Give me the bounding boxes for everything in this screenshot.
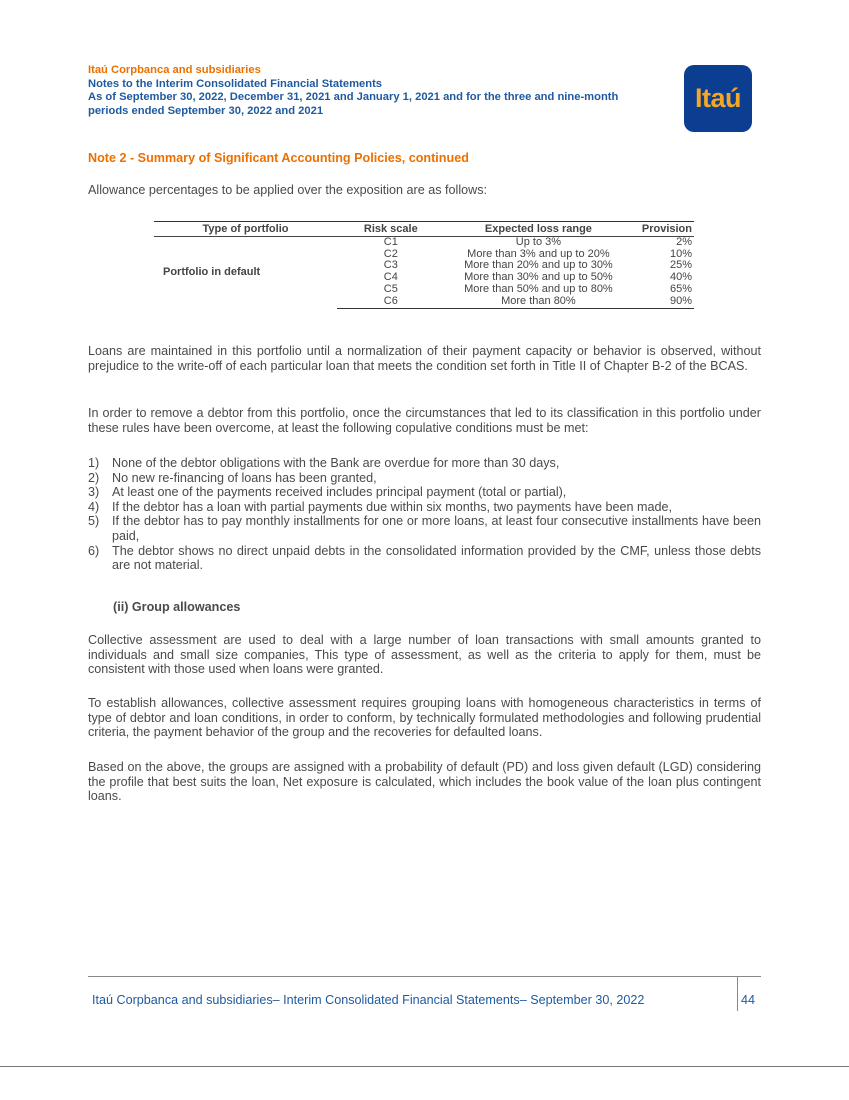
list-text: If the debtor has a loan with partial payments due within six months, two payments have been made, <box>112 499 673 514</box>
loss-range-cell: More than 50% and up to 80% <box>464 282 613 295</box>
list-item <box>88 544 761 573</box>
list-text: If the debtor has to pay monthly installments for one or more loans, at least four consecutive installments have been paid, <box>112 514 761 543</box>
provision-cell: 10% <box>669 247 692 260</box>
provision-cell: 65% <box>669 282 692 295</box>
header-period: As of September 30, 2022, December 31, 2021 and January 1, 2021 and for the three and nine-month periods ended September 30, 2022 and 2021 <box>88 91 619 117</box>
paragraph-portfolio-maintenance: Loans are maintained in this portfolio until a normalization of their payment capacity or behavior is observed, without prejudice to the write-off of each particular loan that meets the condition set forth in Title II of Chapter B-2 of the BCAS. <box>88 344 761 373</box>
risk-scale-cell: C1 <box>383 236 398 248</box>
header-subtitle: Notes to the Interim Consolidated Financial Statements <box>88 77 383 90</box>
page-bottom-edge <box>0 1066 849 1067</box>
header-provision: Provision <box>632 222 694 237</box>
group-allowances-heading: (ii) Group allowances <box>113 600 241 614</box>
paragraph-establish-allowances: To establish allowances, collective assessment requires grouping loans with homogeneous characteristics in terms of type of debtor and loan conditions, in order to conform, by technically formulated methodologies and following prudential criteria, the payment behavior of the group and the recoveries for defaulted loans. <box>88 696 761 740</box>
list-item <box>88 485 761 500</box>
provision-cell: 25% <box>669 259 692 272</box>
loss-range-cell: More than 30% and up to 50% <box>464 271 613 284</box>
loss-range-cell: More than 3% and up to 20% <box>467 247 610 260</box>
paragraph-pd-lgd: Based on the above, the groups are assigned with a probability of default (PD) and loss given default (LGD) considering the profile that best suits the loan, Net exposure is calculated, which includes the book value of the loan plus contingent loans. <box>88 760 761 804</box>
list-number: 3) <box>88 485 100 500</box>
provision-cell: 40% <box>669 271 692 284</box>
table-row <box>154 237 694 249</box>
conditions-list <box>88 456 761 573</box>
paragraph-collective-assessment: Collective assessment are used to deal with a large number of loan transactions with small amounts granted to individuals and small size companies, This type of assessment, as well as the criteria to apply for them, must be consistent with those used when loans were granted. <box>88 633 761 677</box>
header-expected-loss-range: Expected loss range <box>445 222 633 237</box>
risk-scale-cell: C5 <box>383 282 398 295</box>
itau-logo <box>684 65 752 132</box>
risk-scale-cell: C6 <box>337 296 445 309</box>
footer-text: Itaú Corpbanca and subsidiaries– Interim Consolidated Financial Statements– September 30, 2022 <box>92 993 645 1007</box>
intro-text: Allowance percentages to be applied over the exposition are as follows: <box>88 183 488 197</box>
loss-range-cell: More than 80% <box>445 296 633 309</box>
list-number: 6) <box>88 543 100 558</box>
page-number: 44 <box>741 993 756 1007</box>
list-number: 5) <box>88 514 100 529</box>
provision-cell: 2% <box>676 236 692 248</box>
list-item <box>88 456 761 471</box>
list-text: None of the debtor obligations with the Bank are overdue for more than 30 days, <box>112 456 560 470</box>
note-title: Note 2 - Summary of Significant Accounting Policies, continued <box>88 151 469 165</box>
list-number: 1) <box>88 456 100 470</box>
loss-range-cell: Up to 3% <box>515 236 562 248</box>
footer-separator <box>737 977 738 1011</box>
document-header <box>88 64 658 118</box>
list-item <box>88 514 761 543</box>
list-number: 2) <box>88 470 100 485</box>
list-number: 4) <box>88 499 100 514</box>
list-item <box>88 471 761 486</box>
logo-text: Itaú <box>694 83 741 113</box>
footer-divider <box>88 976 761 977</box>
paragraph-removal-conditions: In order to remove a debtor from this portfolio, once the circumstances that led to its classification in this portfolio under these rules have been overcome, at least the following copulative conditions must be met: <box>88 406 761 435</box>
list-text: The debtor shows no direct unpaid debts in the consolidated information provided by the CMF, unless those debts are not material. <box>112 543 761 573</box>
allowance-table <box>154 221 694 309</box>
company-name: Itaú Corpbanca and subsidiaries <box>88 64 261 76</box>
loss-range-cell: More than 20% and up to 30% <box>464 259 613 272</box>
risk-scale-cell: C2 <box>383 247 398 260</box>
risk-scale-cell: C3 <box>383 259 398 272</box>
table-header-row <box>154 222 694 237</box>
risk-scale-cell: C4 <box>383 271 398 284</box>
portfolio-label: Portfolio in default <box>163 266 261 278</box>
list-text: No new re-financing of loans has been granted, <box>112 470 377 485</box>
list-item <box>88 500 761 515</box>
header-risk-scale: Risk scale <box>337 222 445 237</box>
header-type-of-portfolio: Type of portfolio <box>154 222 337 237</box>
provision-cell: 90% <box>632 296 694 309</box>
list-text: At least one of the payments received includes principal payment (total or partial), <box>112 485 567 500</box>
